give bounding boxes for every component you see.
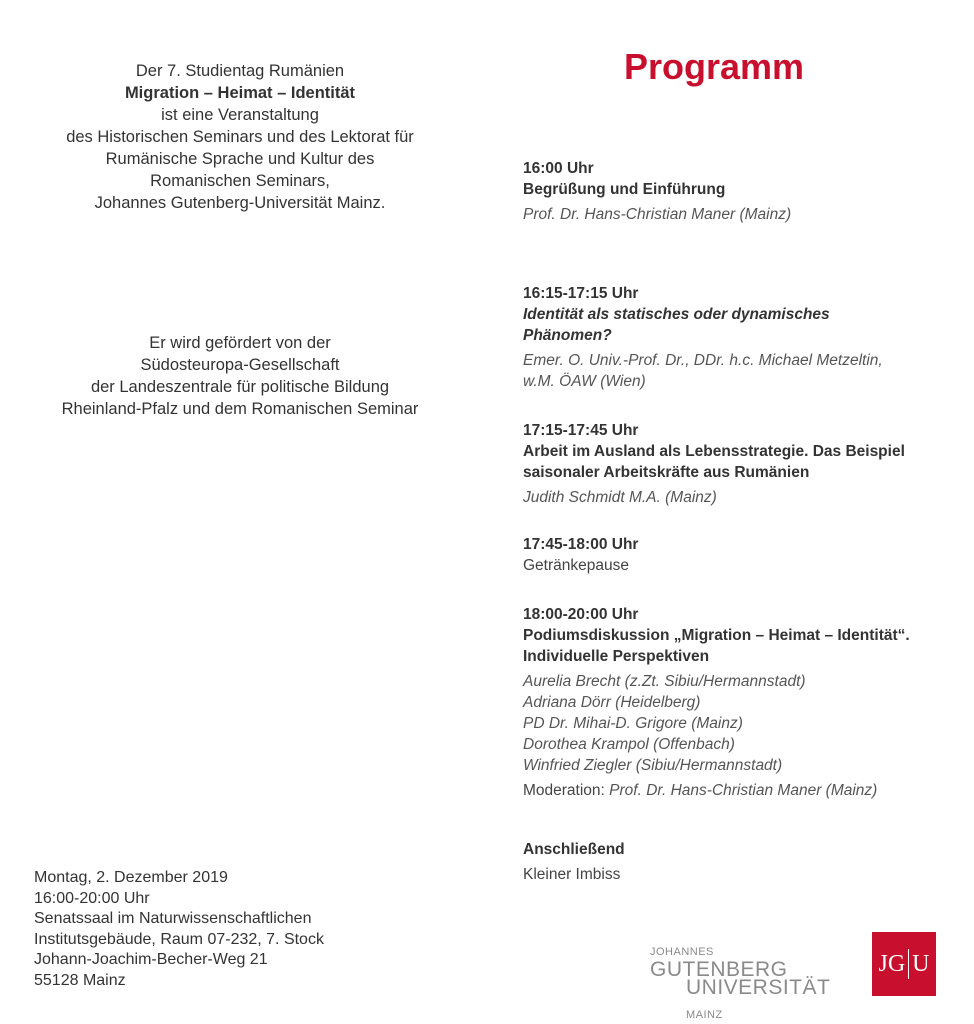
event-time: 16:00-20:00 Uhr bbox=[34, 889, 150, 907]
panelist: Adriana Dörr (Heidelberg) bbox=[523, 694, 701, 711]
sponsor-statement bbox=[30, 332, 450, 420]
sponsor-line: Rheinland-Pfalz und dem Romanischen Seminar bbox=[61, 400, 419, 418]
item-title: saisonaler Arbeitskräfte aus Rumänien bbox=[523, 464, 810, 481]
panelist: Dorothea Krampol (Offenbach) bbox=[523, 736, 735, 753]
venue-city: 55128 Mainz bbox=[34, 971, 126, 989]
intro-line: ist eine Veranstaltung bbox=[161, 106, 319, 124]
intro-line: Romanischen Seminars, bbox=[150, 172, 330, 190]
venue-place: Senatssaal im Naturwissenschaftlichen bbox=[34, 910, 312, 927]
intro-line: des Historischen Seminars und des Lektorat für bbox=[66, 128, 414, 146]
item-time: 16:15-17:15 Uhr bbox=[523, 285, 639, 302]
venue-info bbox=[34, 868, 324, 991]
item-speaker: Emer. O. Univ.-Prof. Dr., DDr. h.c. Michael Metzeltin, bbox=[523, 352, 883, 369]
event-date: Montag, 2. Dezember 2019 bbox=[34, 869, 228, 886]
program-item bbox=[523, 283, 963, 392]
program-item bbox=[523, 604, 963, 801]
item-title: Arbeit im Ausland als Lebensstrategie. Das Beispiel bbox=[523, 443, 905, 460]
item-title: Identität als statisches oder dynamisches bbox=[523, 306, 830, 323]
item-speaker: w.M. ÖAW (Wien) bbox=[523, 373, 646, 390]
intro-line: Der 7. Studientag Rumänien bbox=[135, 62, 345, 80]
venue-place: Institutsgebäude, Raum 07-232, 7. Stock bbox=[34, 930, 324, 948]
panelist: Aurelia Brecht (z.Zt. Sibiu/Hermannstadt) bbox=[523, 673, 806, 690]
item-title: Podiumsdiskussion „Migration – Heimat – Identität“. bbox=[523, 627, 910, 644]
item-time: 17:45-18:00 Uhr bbox=[523, 536, 639, 553]
intro-line: Rumänische Sprache und Kultur des bbox=[105, 150, 375, 168]
item-text: Kleiner Imbiss bbox=[523, 866, 621, 883]
item-speaker: Prof. Dr. Hans-Christian Maner (Mainz) bbox=[523, 206, 792, 223]
item-title: Phänomen? bbox=[523, 327, 612, 344]
event-theme: Migration – Heimat – Identität bbox=[124, 84, 356, 102]
panelist: Winfried Ziegler (Sibiu/Hermannstadt) bbox=[523, 757, 783, 774]
logo-gutenberg: GUTENBERG bbox=[650, 958, 788, 981]
item-title: Individuelle Perspektiven bbox=[523, 648, 710, 665]
venue-street: Johann-Joachim-Becher-Weg 21 bbox=[34, 951, 268, 968]
program-item bbox=[523, 534, 963, 576]
jgu-logo-mark bbox=[872, 932, 936, 996]
logo-mainz: MAINZ bbox=[686, 1009, 723, 1021]
program-list bbox=[523, 158, 963, 913]
moderator: Prof. Dr. Hans-Christian Maner (Mainz) bbox=[609, 782, 878, 799]
moderation-line bbox=[523, 780, 963, 801]
program-title: Programm bbox=[624, 46, 805, 87]
item-time: 18:00-20:00 Uhr bbox=[523, 606, 639, 623]
sponsor-line: Er wird gefördert von der bbox=[149, 334, 331, 352]
intro-line: Johannes Gutenberg-Universität Mainz. bbox=[94, 194, 386, 212]
item-time: Anschließend bbox=[523, 841, 625, 858]
item-time: 17:15-17:45 Uhr bbox=[523, 422, 639, 439]
sponsor-line: der Landeszentrale für politische Bildung bbox=[90, 378, 390, 396]
program-item bbox=[523, 420, 963, 508]
logo-universitaet: UNIVERSITÄT bbox=[686, 976, 830, 999]
program-item bbox=[523, 839, 963, 885]
item-speaker: Judith Schmidt M.A. (Mainz) bbox=[523, 489, 717, 506]
organizer-statement bbox=[30, 60, 450, 214]
logo-johannes: JOHANNES bbox=[650, 946, 714, 958]
university-logo-text bbox=[650, 946, 850, 1024]
program-item bbox=[523, 158, 963, 225]
panelist: PD Dr. Mihai-D. Grigore (Mainz) bbox=[523, 715, 743, 732]
logo-jg: JG bbox=[878, 950, 906, 977]
item-text: Getränkepause bbox=[523, 557, 629, 574]
moderation-label: Moderation: bbox=[523, 782, 605, 799]
item-time: 16:00 Uhr bbox=[523, 160, 594, 177]
logo-u: U bbox=[912, 950, 930, 977]
sponsor-line: Südosteuropa-Gesellschaft bbox=[140, 356, 340, 374]
item-title: Begrüßung und Einführung bbox=[523, 181, 726, 198]
